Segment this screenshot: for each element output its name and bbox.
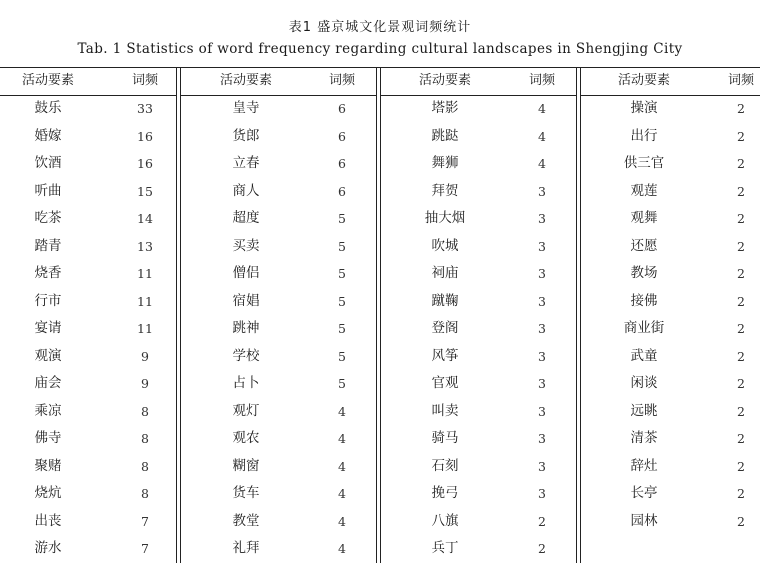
activity-cell: 塔影	[431, 100, 459, 116]
frequency-cell: 2	[737, 101, 745, 116]
frequency-cell: 5	[338, 348, 346, 364]
activity-cell: 礼拜	[232, 540, 260, 556]
frequency-cell: 2	[538, 541, 546, 556]
frequency-cell: 3	[538, 266, 546, 281]
frequency-cell: 2	[737, 238, 745, 254]
frequency-cell: 3	[538, 376, 546, 391]
header-frequency: 词频	[727, 73, 754, 88]
activity-cell: 石刻	[431, 457, 459, 474]
activity-cell: 货车	[232, 485, 260, 501]
header-frequency: 词频	[131, 73, 158, 88]
header-activity: 活动要素	[21, 73, 74, 88]
header-activity: 活动要素	[219, 73, 272, 88]
frequency-cell: 3	[538, 183, 546, 199]
frequency-cell: 2	[737, 513, 745, 529]
activity-cell: 园林	[630, 512, 658, 529]
frequency-cell: 16	[137, 156, 153, 171]
activity-cell: 游水	[34, 540, 62, 556]
activity-cell: 辞灶	[630, 457, 658, 474]
activity-cell: 跳神	[232, 320, 260, 336]
activity-cell: 兵丁	[431, 540, 459, 556]
frequency-cell: 2	[737, 486, 745, 501]
frequency-cell: 4	[538, 128, 546, 144]
activity-cell: 行市	[34, 292, 62, 309]
frequency-cell: 9	[141, 376, 149, 391]
activity-cell: 庙会	[34, 375, 62, 391]
activity-cell: 货郎	[232, 127, 260, 144]
activity-cell: 舞狮	[431, 155, 459, 171]
frequency-cell: 2	[737, 321, 745, 336]
activity-cell: 跳跶	[431, 127, 459, 144]
frequency-cell: 5	[338, 211, 346, 226]
frequency-cell: 7	[141, 513, 149, 529]
activity-cell: 聚赌	[34, 457, 62, 474]
activity-cell: 鼓乐	[34, 100, 62, 116]
frequency-cell: 11	[137, 266, 153, 281]
activity-cell: 出行	[630, 127, 658, 144]
table-title-english: Tab. 1 Statistics of word frequency regarding cultural landscapes in Shengjing City	[77, 41, 683, 57]
activity-cell: 祠庙	[431, 265, 459, 281]
frequency-cell: 4	[338, 403, 346, 419]
activity-cell: 吹城	[431, 237, 459, 254]
frequency-cell: 3	[538, 321, 546, 336]
activity-cell: 商业街	[623, 320, 665, 336]
header-frequency: 词频	[328, 73, 355, 88]
activity-cell: 教堂	[232, 512, 260, 529]
frequency-cell: 5	[338, 293, 346, 309]
frequency-cell: 15	[137, 183, 153, 199]
activity-cell: 出丧	[34, 512, 62, 529]
frequency-cell: 3	[538, 403, 546, 419]
frequency-cell: 4	[538, 156, 546, 171]
frequency-cell: 5	[338, 266, 346, 281]
activity-cell: 烧炕	[34, 485, 62, 501]
activity-cell: 吃茶	[34, 210, 62, 226]
frequency-cell: 11	[137, 293, 153, 309]
activity-cell: 清茶	[630, 430, 658, 446]
frequency-cell: 2	[737, 266, 745, 281]
frequency-cell: 8	[141, 458, 149, 474]
frequency-cell: 2	[737, 183, 745, 199]
activity-cell: 观舞	[630, 210, 658, 226]
frequency-cell: 2	[737, 156, 745, 171]
activity-cell: 观农	[232, 430, 260, 446]
activity-cell: 宴请	[34, 320, 62, 336]
frequency-cell: 8	[141, 486, 149, 501]
activity-cell: 抽大烟	[424, 210, 466, 226]
activity-cell: 商人	[232, 182, 260, 199]
activity-cell: 还愿	[630, 237, 658, 254]
frequency-cell: 3	[538, 458, 546, 474]
frequency-cell: 6	[338, 156, 346, 171]
frequency-cell: 2	[737, 431, 745, 446]
frequency-cell: 4	[338, 541, 346, 556]
frequency-cell: 2	[538, 513, 546, 529]
activity-cell: 烧香	[34, 265, 62, 281]
frequency-cell: 2	[737, 403, 745, 419]
frequency-cell: 8	[141, 431, 149, 446]
activity-cell: 观演	[34, 347, 62, 364]
activity-cell: 操演	[630, 100, 658, 116]
activity-cell: 超度	[232, 210, 260, 226]
frequency-cell: 5	[338, 321, 346, 336]
frequency-cell: 7	[141, 541, 149, 556]
activity-cell: 立春	[232, 155, 260, 171]
frequency-cell: 4	[338, 458, 346, 474]
frequency-cell: 4	[338, 486, 346, 501]
frequency-cell: 2	[737, 293, 745, 309]
frequency-cell: 4	[538, 101, 546, 116]
activity-cell: 挽弓	[431, 485, 459, 501]
activity-cell: 学校	[232, 347, 260, 364]
frequency-cell: 3	[538, 348, 546, 364]
frequency-cell: 3	[538, 486, 546, 501]
header-activity: 活动要素	[617, 73, 670, 88]
activity-cell: 闲谈	[630, 375, 658, 391]
frequency-cell: 16	[137, 128, 153, 144]
activity-cell: 佛寺	[34, 430, 62, 446]
activity-cell: 登阁	[431, 320, 459, 336]
activity-cell: 糊窗	[232, 457, 260, 474]
header-activity: 活动要素	[418, 73, 471, 88]
activity-cell: 饮酒	[34, 155, 62, 171]
activity-cell: 骑马	[431, 430, 459, 446]
frequency-cell: 5	[338, 238, 346, 254]
activity-cell: 皇寺	[232, 100, 260, 116]
frequency-cell: 8	[141, 403, 149, 419]
frequency-cell: 2	[737, 128, 745, 144]
header-frequency: 词频	[528, 73, 555, 88]
frequency-cell: 3	[538, 211, 546, 226]
frequency-cell: 13	[137, 238, 153, 254]
activity-cell: 听曲	[34, 182, 62, 199]
frequency-cell: 3	[538, 238, 546, 254]
activity-cell: 踏青	[34, 237, 62, 254]
activity-cell: 风筝	[431, 347, 459, 364]
table-title-chinese: 表1 盛京城文化景观词频统计	[288, 20, 472, 35]
frequency-cell: 3	[538, 293, 546, 309]
frequency-cell: 3	[538, 431, 546, 446]
activity-cell: 八旗	[431, 512, 459, 529]
frequency-cell: 6	[338, 183, 346, 199]
frequency-cell: 11	[137, 321, 153, 336]
activity-cell: 武童	[630, 347, 658, 364]
frequency-cell: 9	[141, 348, 149, 364]
activity-cell: 长亭	[630, 485, 658, 501]
frequency-cell: 5	[338, 376, 346, 391]
activity-cell: 乘凉	[34, 402, 62, 419]
activity-cell: 婚嫁	[34, 127, 62, 144]
activity-cell: 叫卖	[431, 402, 459, 419]
frequency-cell: 6	[338, 101, 346, 116]
frequency-cell: 14	[137, 211, 153, 226]
frequency-cell: 2	[737, 376, 745, 391]
activity-cell: 占卜	[232, 375, 260, 391]
frequency-cell: 2	[737, 211, 745, 226]
activity-cell: 蹴鞠	[431, 292, 459, 309]
activity-cell: 观莲	[630, 182, 658, 199]
frequency-cell: 6	[338, 128, 346, 144]
activity-cell: 教场	[630, 265, 658, 281]
activity-cell: 观灯	[232, 402, 260, 419]
frequency-cell: 2	[737, 348, 745, 364]
activity-cell: 拜贺	[431, 182, 459, 199]
activity-cell: 接佛	[630, 292, 658, 309]
frequency-cell: 4	[338, 513, 346, 529]
frequency-cell: 33	[137, 101, 153, 116]
activity-cell: 供三官	[623, 155, 665, 171]
activity-cell: 官观	[431, 375, 459, 391]
activity-cell: 宿娼	[232, 292, 260, 309]
activity-cell: 远眺	[630, 402, 658, 419]
activity-cell: 买卖	[232, 237, 260, 254]
frequency-cell: 2	[737, 458, 745, 474]
activity-cell: 僧侣	[232, 265, 260, 281]
frequency-cell: 4	[338, 431, 346, 446]
